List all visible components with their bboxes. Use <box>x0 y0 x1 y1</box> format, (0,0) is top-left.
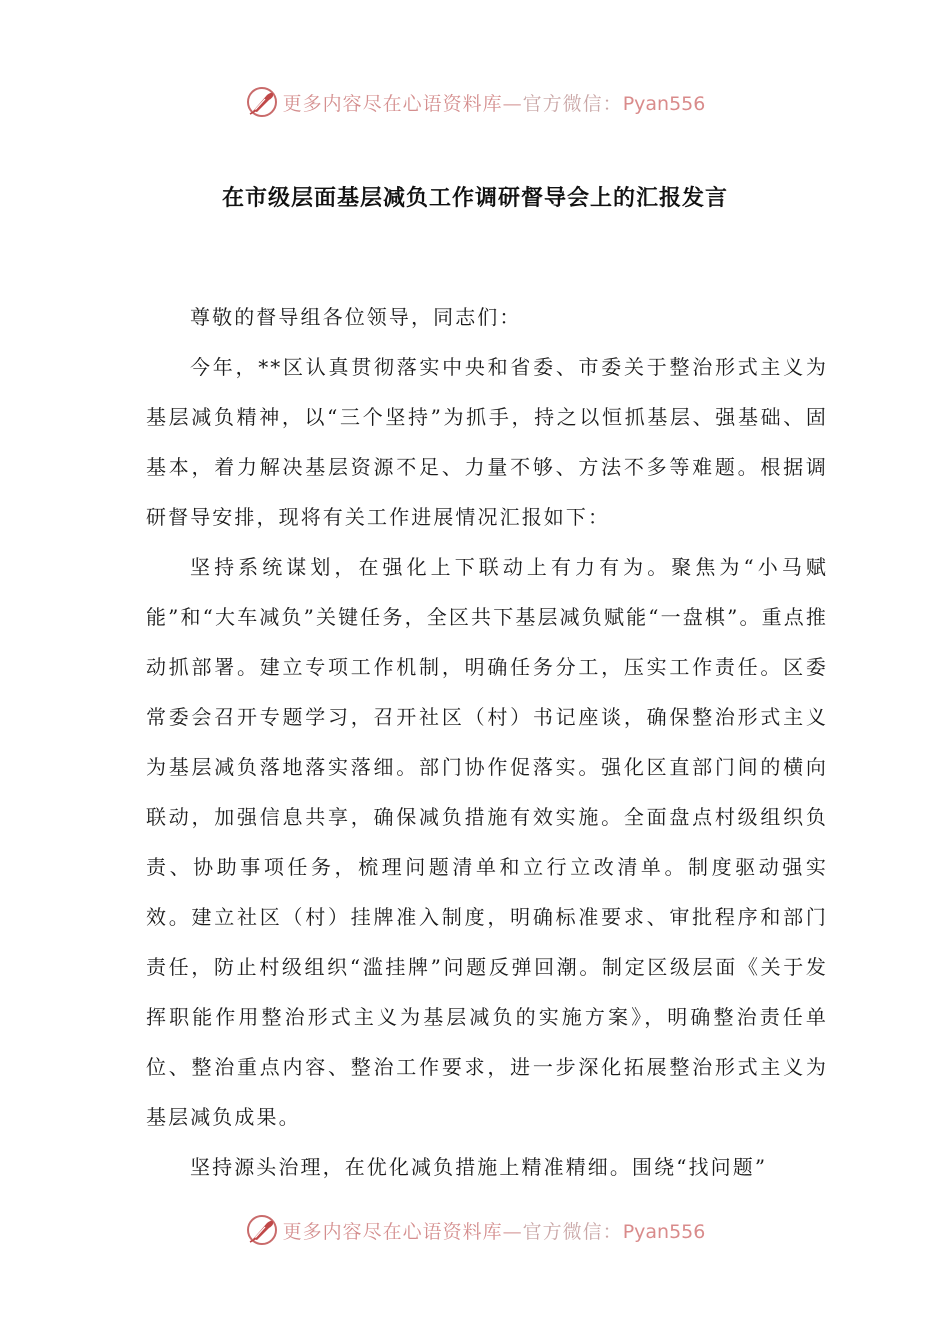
watermark-brand: 更多内容尽在心语资料库 <box>282 1220 503 1243</box>
watermark-wechat-id: Pyan556 <box>622 92 706 115</box>
watermark-separator: — <box>502 1220 523 1243</box>
watermark-text <box>283 89 706 116</box>
document-body <box>146 292 828 1192</box>
document-title: 在市级层面基层减负工作调研督导会上的汇报发言 <box>221 186 728 211</box>
paragraph-source-governance: 坚持源头治理，在优化减负措施上精准精细。围绕“找问题” <box>190 1155 768 1179</box>
footer-watermark <box>0 1210 950 1250</box>
watermark-brand: 更多内容尽在心语资料库 <box>282 92 503 115</box>
quill-pen-logo-icon <box>245 85 279 119</box>
quill-pen-logo-icon <box>245 1213 279 1247</box>
salutation: 尊敬的督导组各位领导，同志们： <box>190 305 522 329</box>
paragraph-system-planning: 坚持系统谋划，在强化上下联动上有力有为。聚焦为“小马赋能”和“大车减负”关键任务，全区共下基层减负赋能“一盘棋”。重点推动抓部署。建立专项工作机制，明确任务分工，压实工作责任。区委常委会召开专题学习，召开社区（村）书记座谈，确保整治形式主义为基层减负落地落实落细。部门协作促落实。强化区直部门间的横向联动，加强信息共享，确保减负措施有效实施。全面盘点村级组织负责、协助事项任务，梳理问题清单和立行立改清单。制度驱动强实效。建立社区（村）挂牌准入制度，明确标准要求、审批程序和部门责任，防止村级组织“滥挂牌”问题反弹回潮。制定区级层面《关于发挥职能作用整治形式主义为基层减负的实施方案》，明确整治责任单位、整治重点内容、整治工作要求，进一步深化拓展整治形式主义为基层减负成果。 <box>146 555 828 1129</box>
header-watermark <box>0 82 950 122</box>
watermark-text <box>283 1217 706 1244</box>
paragraph-intro: 今年，**区认真贯彻落实中央和省委、市委关于整治形式主义为基层减负精神，以“三个坚持”为抓手，持之以恒抓基层、强基础、固基本，着力解决基层资源不足、力量不够、方法不多等难题。根据调研督导安排，现将有关工作进展情况汇报如下： <box>146 355 828 529</box>
watermark-wechat-id: Pyan556 <box>622 1220 706 1243</box>
watermark-separator: — <box>502 92 523 115</box>
watermark-wechat-label: 官方微信： <box>522 92 623 115</box>
watermark-wechat-label: 官方微信： <box>522 1220 623 1243</box>
